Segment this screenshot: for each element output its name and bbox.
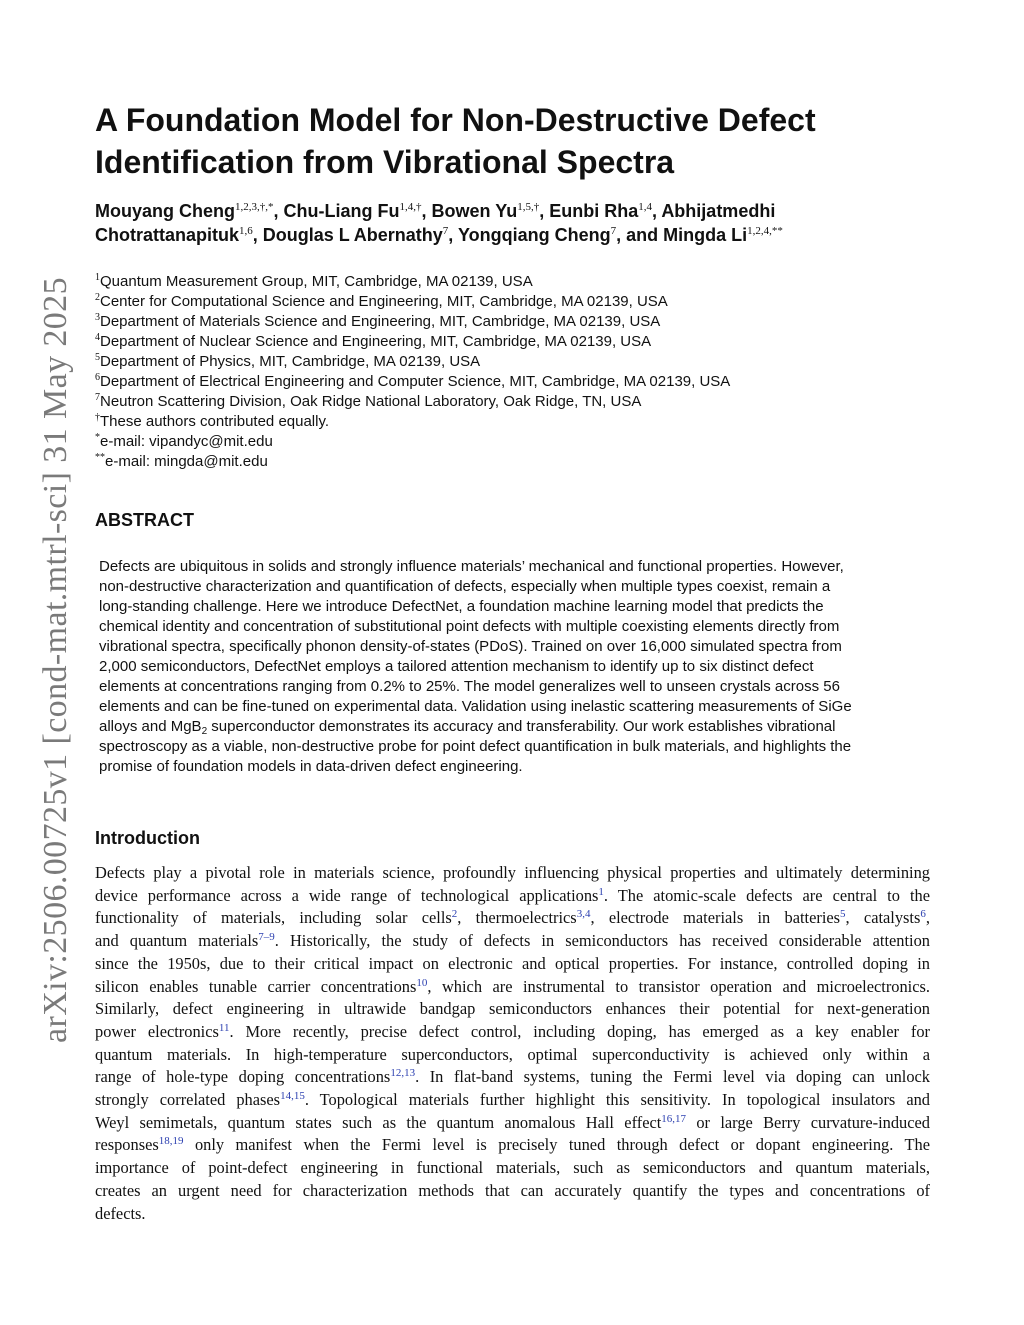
author-name: Bowen Yu xyxy=(431,201,518,221)
introduction-text: functionality of materials, including solar cells xyxy=(95,908,452,928)
introduction-text: or large Berry curvature-induced xyxy=(686,1112,930,1132)
introduction-text: only manifest when the Fermi level is precisely tuned through defect or dopant engineering. The xyxy=(183,1135,930,1155)
introduction-line xyxy=(95,1066,930,1089)
abstract-line: chemical identity and concentration of substitutional point defects with multiple coexisting elements directly from xyxy=(99,618,840,635)
author-name: Abhijatmedhi xyxy=(661,201,776,221)
author-line xyxy=(95,223,975,247)
author-affiliation-marks: 1,2,4,** xyxy=(747,225,783,237)
introduction-text: power electronics xyxy=(95,1021,219,1041)
affiliation-item xyxy=(95,412,975,432)
citation-reference[interactable]: 14,15 xyxy=(280,1090,305,1103)
affiliation-mark: † xyxy=(95,412,100,423)
author-affiliation-marks: 1,2,3,†,* xyxy=(235,201,274,213)
affiliation-mark: 2 xyxy=(95,292,100,303)
affiliation-text: e-mail: mingda@mit.edu xyxy=(105,453,268,470)
author-affiliation-marks: 1,4,† xyxy=(399,201,422,213)
introduction-text: . More recently, precise defect control, including doping, has emerged as a key enabler for xyxy=(229,1021,930,1041)
introduction-line xyxy=(95,1021,930,1044)
introduction-text: strongly correlated phases xyxy=(95,1090,281,1110)
author-affiliation-marks: 7 xyxy=(442,225,449,237)
introduction-text: Similarly, defect engineering in ultrawide bandgap semiconductors enhances their potential for next-generation xyxy=(95,999,930,1019)
citation-reference[interactable]: 3,4 xyxy=(576,908,591,921)
author-affiliation-marks: 1,4 xyxy=(638,201,652,213)
affiliation-item xyxy=(95,392,975,412)
author-line xyxy=(95,199,975,223)
affiliation-text: Department of Physics, MIT, Cambridge, MA 02139, USA xyxy=(100,353,481,370)
citation-reference[interactable]: 2 xyxy=(451,908,458,921)
affiliation-text: Center for Computational Science and Engineering, MIT, Cambridge, MA 02139, USA xyxy=(100,293,668,310)
affiliation-text: e-mail: vipandyc@mit.edu xyxy=(100,433,273,450)
affiliation-text: Department of Materials Science and Engineering, MIT, Cambridge, MA 02139, USA xyxy=(100,313,661,330)
affiliation-mark: 7 xyxy=(95,392,100,403)
affiliation-mark: 1 xyxy=(95,272,100,283)
introduction-text: defects. xyxy=(95,1203,146,1223)
author-separator: , xyxy=(273,201,284,221)
citation-reference[interactable]: 11 xyxy=(218,1021,230,1034)
paper-title xyxy=(95,99,955,183)
introduction-text: . In flat-band systems, tuning the Fermi level via doping can unlock xyxy=(415,1067,930,1087)
author-name: Mouyang Cheng xyxy=(95,201,235,221)
author-separator: , and xyxy=(616,225,664,245)
citation-reference[interactable]: 1 xyxy=(598,885,604,898)
introduction-text: importance of point-defect engineering in functional materials, such as semiconductors and quantum materials, xyxy=(95,1158,930,1178)
author-list xyxy=(95,199,975,247)
introduction-line xyxy=(95,907,930,930)
introduction-line xyxy=(95,930,930,953)
introduction-text: , xyxy=(925,908,930,928)
introduction-text: since the 1950s, due to their critical impact on electronic and optical properties. For instance, controlled doping in xyxy=(95,953,930,973)
introduction-text: . Historically, the study of defects in semiconductors has received considerable attention xyxy=(274,931,930,951)
abstract-line: elements and can be fine-tuned on experimental data. Validation using inelastic scattering measurements of SiGe xyxy=(99,698,852,715)
introduction-line xyxy=(95,953,930,976)
affiliation-item xyxy=(95,332,975,352)
author-separator: , xyxy=(539,201,550,221)
introduction-line xyxy=(95,1203,930,1226)
abstract-line: elements at concentrations ranging from 0.2% to 25%. The model generalizes well to unseen crystals across 56 xyxy=(99,678,840,695)
affiliation-item xyxy=(95,312,975,332)
introduction-text: Defects play a pivotal role in materials science, profoundly influencing physical properties and ultimately determining xyxy=(95,863,930,882)
introduction-text: , catalysts xyxy=(845,908,921,928)
introduction-line xyxy=(95,1044,930,1067)
abstract-line: 2,000 semiconductors, DefectNet employs a tailored attention mechanism to identify up to six distinct defect xyxy=(99,658,814,675)
affiliation-text: Department of Electrical Engineering and Computer Science, MIT, Cambridge, MA 02139, USA xyxy=(100,373,731,390)
introduction-line xyxy=(95,998,930,1021)
author-separator: , xyxy=(448,225,458,245)
citation-reference[interactable]: 6 xyxy=(920,908,926,921)
introduction-text: creates an urgent need for characterization methods that can accurately quantify the types and concentrations of xyxy=(95,1180,930,1200)
affiliation-mark: 5 xyxy=(95,352,100,363)
introduction-text: Weyl semimetals, quantum states such as the quantum anomalous Hall effect xyxy=(95,1112,662,1132)
citation-reference[interactable]: 10 xyxy=(416,976,428,989)
abstract-heading: ABSTRACT xyxy=(95,510,194,530)
author-name: Mingda Li xyxy=(663,225,748,245)
introduction-text: responses xyxy=(95,1135,159,1155)
author-name: Chu-Liang Fu xyxy=(283,201,400,221)
abstract-line: spectroscopy as a viable, non-destructive probe for point defect quantification in bulk materials, and highlights the xyxy=(99,738,852,755)
introduction-line xyxy=(95,1157,930,1180)
introduction-text: . The atomic-scale defects are central to the xyxy=(603,885,930,905)
citation-reference[interactable]: 18,19 xyxy=(158,1135,184,1148)
introduction-text: range of hole-type doping concentrations xyxy=(95,1067,391,1087)
affiliation-text: Department of Nuclear Science and Engineering, MIT, Cambridge, MA 02139, USA xyxy=(100,333,652,350)
author-separator: , xyxy=(651,201,662,221)
affiliation-text: Quantum Measurement Group, MIT, Cambridge, MA 02139, USA xyxy=(100,273,533,290)
abstract-line xyxy=(99,717,929,737)
affiliation-mark: 4 xyxy=(95,332,100,343)
affiliation-list xyxy=(95,272,975,472)
chemical-subscript: 2 xyxy=(201,726,208,737)
author-name: Yongqiang Cheng xyxy=(457,225,611,245)
introduction-text: quantum materials. In high-temperature superconductors, optimal superconductivity is achieved only within a xyxy=(95,1044,930,1064)
introduction-line xyxy=(95,976,930,999)
introduction-line xyxy=(95,862,930,885)
introduction-line xyxy=(95,1112,930,1135)
author-separator: , xyxy=(252,225,263,245)
affiliation-item xyxy=(95,452,975,472)
author-name: Douglas L Abernathy xyxy=(262,225,443,245)
affiliation-mark: * xyxy=(95,432,100,443)
introduction-text: , thermoelectrics xyxy=(457,908,577,928)
citation-reference[interactable]: 12,13 xyxy=(390,1067,416,1080)
affiliation-item xyxy=(95,432,975,452)
affiliation-item xyxy=(95,372,975,392)
affiliation-mark: 3 xyxy=(95,312,100,323)
affiliation-text: Neutron Scattering Division, Oak Ridge National Laboratory, Oak Ridge, TN, USA xyxy=(100,393,642,410)
abstract-line: non-destructive characterization and quantification of defects, especially when multiple types coexist, remain a xyxy=(99,578,831,595)
title-line-2: Identification from Vibrational Spectra xyxy=(95,144,675,180)
author-name: Chotrattanapituk xyxy=(95,225,239,245)
introduction-text: . Topological materials further highlight this sensitivity. In topological insulators and xyxy=(304,1090,931,1110)
introduction-line xyxy=(95,1180,930,1203)
arxiv-identifier-stamp: arXiv:2506.00725v1 [cond-mat.mtrl-sci] 31 May 2025 xyxy=(37,277,74,1043)
introduction-text: silicon enables tunable carrier concentrations xyxy=(95,976,417,996)
abstract-line: long-standing challenge. Here we introduce DefectNet, a foundation machine learning model that predicts the xyxy=(99,598,824,615)
introduction-text: device performance across a wide range of technological applications xyxy=(95,885,599,905)
abstract-text: alloys and MgB xyxy=(99,718,202,735)
author-affiliation-marks: 1,6 xyxy=(239,225,253,237)
abstract-text: superconductor demonstrates its accuracy and transferability. Our work establishes vibrational xyxy=(207,718,836,735)
abstract-line: promise of foundation models in data-driven defect engineering. xyxy=(99,758,523,775)
author-affiliation-marks: 1,5,† xyxy=(517,201,540,213)
affiliation-mark: 6 xyxy=(95,372,100,383)
author-affiliation-marks: 7 xyxy=(610,225,617,237)
author-name: Eunbi Rha xyxy=(549,201,639,221)
affiliation-text: These authors contributed equally. xyxy=(100,413,330,430)
citation-reference[interactable]: 5 xyxy=(840,908,846,921)
affiliation-item xyxy=(95,292,975,312)
citation-reference[interactable]: 7–9 xyxy=(258,931,275,944)
introduction-text: , electrode materials in batteries xyxy=(590,908,841,928)
introduction-line xyxy=(95,1089,930,1112)
introduction-line xyxy=(95,885,930,908)
title-line-1: A Foundation Model for Non-Destructive Defect xyxy=(95,102,816,138)
introduction-text: , which are instrumental to transistor operation and microelectronics. xyxy=(427,976,930,996)
abstract-line: vibrational spectra, specifically phonon density-of-states (PDoS). Trained on over 16,000 simulated spectra from xyxy=(99,638,842,655)
abstract-line: Defects are ubiquitous in solids and strongly influence materials’ mechanical and functional properties. However, xyxy=(99,558,844,575)
affiliation-mark: ** xyxy=(95,452,105,463)
citation-reference[interactable]: 16,17 xyxy=(661,1112,687,1125)
introduction-body xyxy=(95,862,930,1225)
introduction-heading: Introduction xyxy=(95,828,200,848)
author-separator: , xyxy=(421,201,432,221)
affiliation-item xyxy=(95,352,975,372)
affiliation-item xyxy=(95,272,975,292)
introduction-line xyxy=(95,1134,930,1157)
abstract-body xyxy=(99,557,929,777)
introduction-text: and quantum materials xyxy=(95,931,259,951)
